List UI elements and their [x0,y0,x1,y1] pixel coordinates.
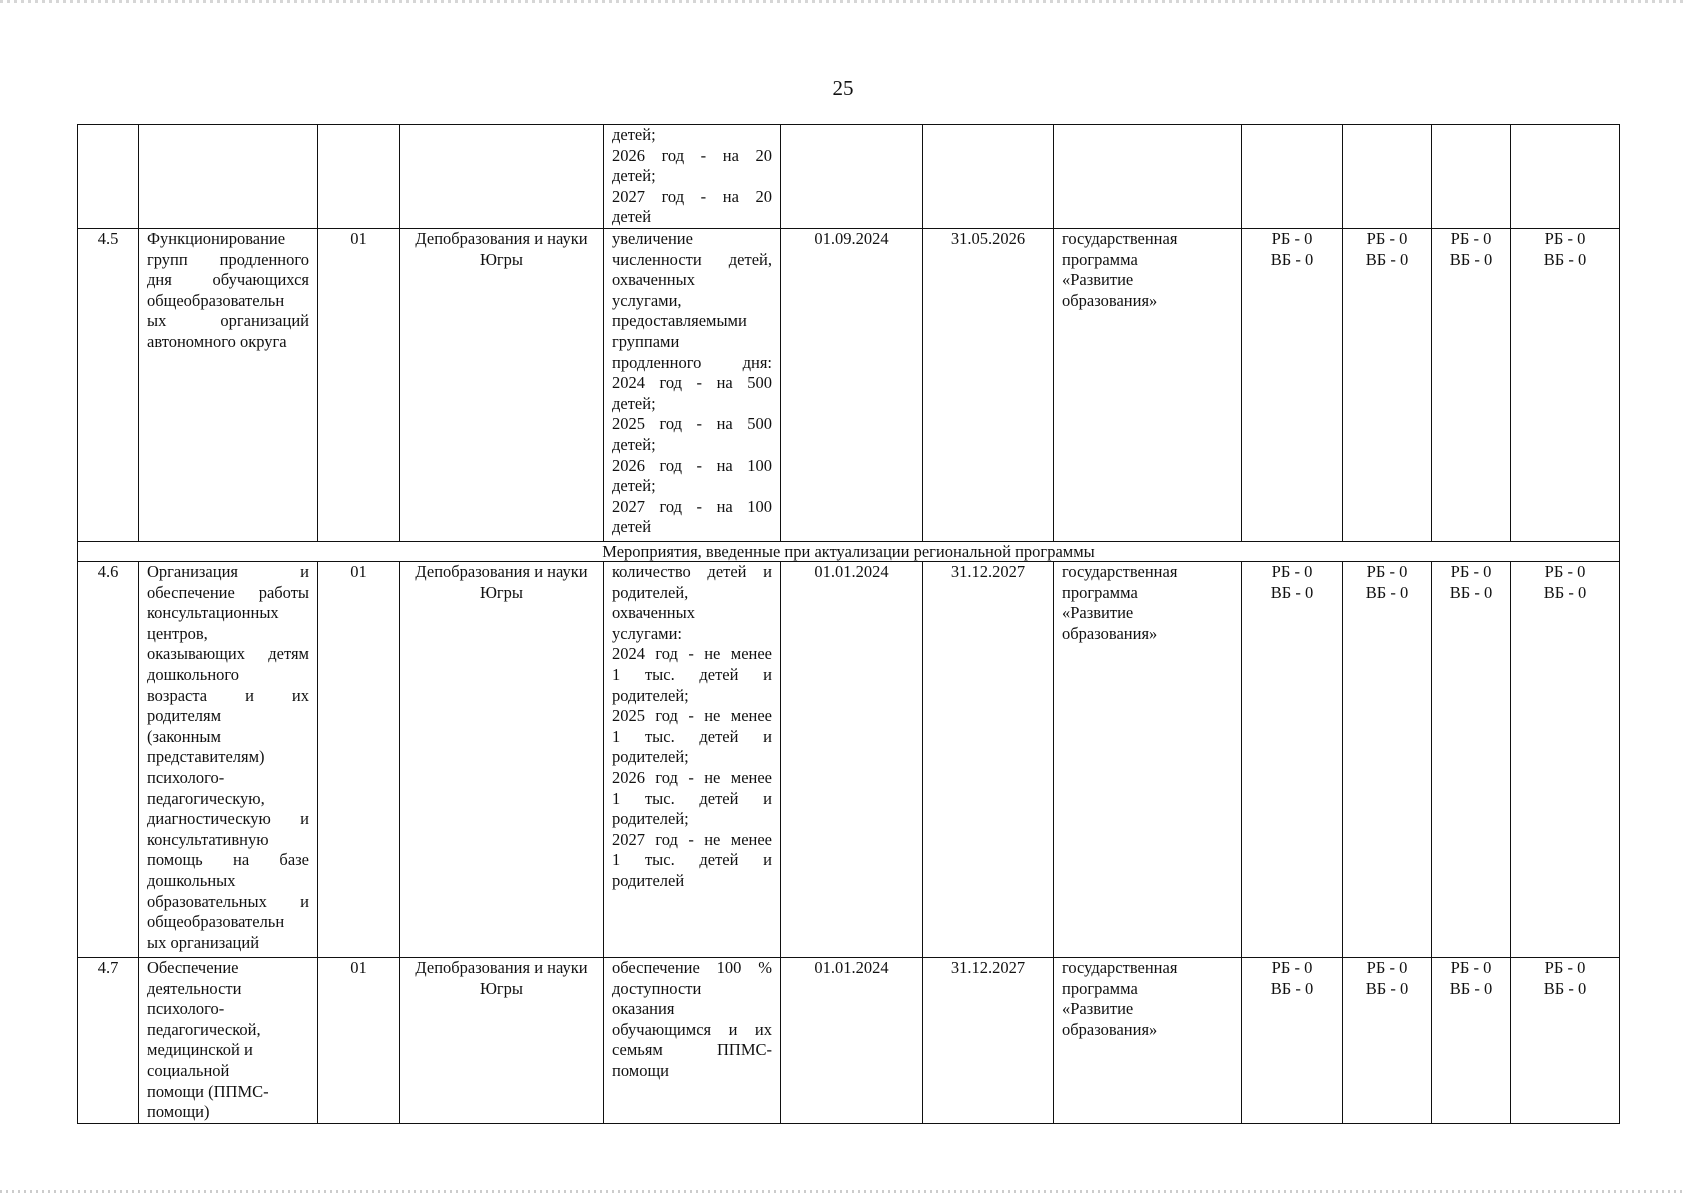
cell-start: 01.01.2024 [781,562,923,958]
cell-line: программа [1062,249,1138,269]
cell-line: РБ - 0 [1450,562,1492,581]
cell-line: родителей, [612,582,689,602]
cell-code: 01 [318,958,400,1124]
cell-executor: Депобразования и науки Югры [400,229,604,542]
cell-end: 31.12.2027 [923,562,1054,958]
cell-line: групп продленного [147,249,309,269]
table-row-4-6 [78,562,1620,958]
cell-num: 4.5 [78,229,139,542]
cell-num: 4.6 [78,562,139,958]
cell-line: диагностическую и [147,809,309,829]
cell-line: 1 тыс. детей и [612,850,772,870]
cell-line: помощи [612,1060,669,1080]
cell-line: РБ - 0 [1544,958,1586,977]
cell-funding-3 [1432,229,1511,542]
cell-line: родителей; [612,809,689,829]
cell-line: РБ - 0 [1366,958,1408,977]
cell-line: детей [612,207,652,227]
cell-start: 01.09.2024 [781,229,923,542]
cell-line: дня обучающихся [147,270,309,290]
cell-executor: Депобразования и науки Югры [400,958,604,1124]
cell-line: детей; [612,393,656,413]
cell-line: возраста и их [147,685,309,705]
cell-line: консультативную [147,829,269,849]
cell-end [923,125,1054,229]
cell-line: психолого- [147,767,225,787]
cell-line: семьям ППМС- [612,1040,772,1060]
cell-funding-2 [1343,562,1432,958]
cell-line: ВБ - 0 [1270,978,1314,998]
cell-line: ВБ - 0 [1270,582,1314,602]
cell-line: «Развитие [1062,270,1134,290]
measures-table [77,124,1620,1124]
cell-line: общеобразовательн [147,290,285,310]
table-row-continued [78,125,1620,229]
cell-result [604,125,781,229]
cell-line: 2025 год - не менее [612,706,772,726]
cell-line: «Развитие [1062,999,1134,1019]
cell-line: программа [1062,978,1138,998]
cell-funding-2 [1343,958,1432,1124]
cell-program [1054,562,1242,958]
cell-result [604,229,781,542]
scan-edge-bottom [0,1190,1686,1193]
cell-line: помощи) [147,1102,210,1122]
cell-line: 1 тыс. детей и [612,726,772,746]
cell-line: оказывающих детям [147,644,309,664]
cell-line: количество детей и [612,562,772,581]
cell-line: ВБ - 0 [1449,249,1493,269]
cell-line: родителей; [612,747,689,767]
cell-line: детей; [612,125,656,144]
cell-line: детей; [612,434,656,454]
cell-line: государственная [1062,229,1178,248]
table-row-4-5 [78,229,1620,542]
cell-line: представителям) [147,747,265,767]
cell-line: дошкольного [147,664,240,684]
cell-executor: Депобразования и науки Югры [400,562,604,958]
cell-line: детей [612,517,652,537]
cell-line: РБ - 0 [1271,229,1313,248]
cell-line: педагогической, [147,1019,261,1039]
cell-name [139,125,318,229]
cell-funding-1 [1242,229,1343,542]
cell-line: 2027 год - на 100 [612,496,772,516]
cell-line: оказания [612,999,675,1019]
cell-start [781,125,923,229]
cell-funding-2 [1343,125,1432,229]
cell-start: 01.01.2024 [781,958,923,1124]
cell-num [78,125,139,229]
cell-end: 31.12.2027 [923,958,1054,1124]
cell-line: психолого- [147,999,225,1019]
cell-funding-4 [1511,562,1620,958]
cell-line: медицинской и [147,1040,253,1060]
cell-line: ВБ - 0 [1543,582,1587,602]
cell-line: родителям [147,706,222,726]
cell-line: Организация и [147,562,309,581]
cell-line: родителей; [612,685,689,705]
scan-edge-top [0,0,1686,3]
cell-line: ВБ - 0 [1270,249,1314,269]
section-title: Мероприятия, введенные при актуализации региональной программы [78,542,1620,562]
cell-line: государственная [1062,562,1178,581]
cell-line: продленного дня: [612,352,772,372]
cell-funding-1 [1242,958,1343,1124]
cell-line: 1 тыс. детей и [612,664,772,684]
cell-line: педагогическую, [147,788,265,808]
cell-name [139,562,318,958]
page-number: 25 [832,76,854,100]
cell-line: образования» [1062,623,1158,643]
cell-line: услугами: [612,623,683,643]
cell-line: ВБ - 0 [1543,249,1587,269]
cell-line: образовательных и [147,891,309,911]
cell-line: деятельности [147,978,242,998]
cell-result [604,958,781,1124]
cell-line: 2026 год - не менее [612,767,772,787]
cell-line: образования» [1062,290,1158,310]
cell-line: 2024 год - не менее [612,644,772,664]
cell-line: автономного округа [147,331,287,351]
cell-line: 2027 год - на 20 [612,186,772,206]
cell-line: ВБ - 0 [1365,249,1409,269]
cell-name [139,958,318,1124]
cell-line: услугами, [612,290,682,310]
cell-line: ых организаций [147,932,260,952]
cell-line: социальной [147,1060,230,1080]
cell-program [1054,229,1242,542]
cell-line: доступности [612,978,702,998]
cell-funding-4 [1511,229,1620,542]
cell-line: РБ - 0 [1450,958,1492,977]
cell-program [1054,125,1242,229]
cell-funding-2 [1343,229,1432,542]
cell-line: РБ - 0 [1450,229,1492,248]
cell-line: группами [612,331,680,351]
cell-line: детей; [612,166,656,186]
cell-line: 1 тыс. детей и [612,788,772,808]
cell-line: «Развитие [1062,603,1134,623]
cell-line: увеличение [612,229,693,248]
cell-executor [400,125,604,229]
cell-line: общеобразовательн [147,912,285,932]
cell-line: Обеспечение [147,958,239,977]
cell-funding-4 [1511,125,1620,229]
cell-line: обеспечение 100 % [612,958,772,977]
cell-line: численности детей, [612,249,772,269]
cell-line: охваченных [612,603,695,623]
cell-line: родителей [612,870,685,890]
cell-funding-1 [1242,125,1343,229]
cell-line: ВБ - 0 [1449,582,1493,602]
cell-code: 01 [318,229,400,542]
cell-line: обучающимся и их [612,1019,772,1039]
cell-line: РБ - 0 [1544,562,1586,581]
cell-line: охваченных [612,270,695,290]
cell-result [604,562,781,958]
cell-line: 2027 год - не менее [612,829,772,849]
cell-line: РБ - 0 [1366,562,1408,581]
cell-line: консультационных [147,603,279,623]
cell-line: обеспечение работы [147,582,309,602]
cell-line: помощи (ППМС- [147,1081,269,1101]
cell-line: предоставляемыми [612,311,747,331]
cell-line: государственная [1062,958,1178,977]
cell-line: 2026 год - на 20 [612,145,772,165]
cell-line: центров, [147,623,208,643]
cell-funding-3 [1432,958,1511,1124]
cell-num: 4.7 [78,958,139,1124]
cell-name [139,229,318,542]
cell-code: 01 [318,562,400,958]
cell-line: помощь на базе [147,850,309,870]
cell-line: 2024 год - на 500 [612,373,772,393]
cell-line: дошкольных [147,870,236,890]
cell-line: РБ - 0 [1271,562,1313,581]
cell-line: ВБ - 0 [1365,978,1409,998]
cell-line: 2025 год - на 500 [612,414,772,434]
cell-line: детей; [612,476,656,496]
table-row-4-7 [78,958,1620,1124]
cell-funding-1 [1242,562,1343,958]
cell-program [1054,958,1242,1124]
cell-line: 2026 год - на 100 [612,455,772,475]
cell-end: 31.05.2026 [923,229,1054,542]
cell-line: ВБ - 0 [1449,978,1493,998]
cell-funding-3 [1432,562,1511,958]
cell-line: РБ - 0 [1544,229,1586,248]
cell-line: РБ - 0 [1366,229,1408,248]
cell-code [318,125,400,229]
cell-line: ых организаций [147,311,309,331]
cell-funding-4 [1511,958,1620,1124]
section-header-row [78,542,1620,562]
cell-funding-3 [1432,125,1511,229]
cell-line: ВБ - 0 [1543,978,1587,998]
cell-line: образования» [1062,1019,1158,1039]
cell-line: (законным [147,726,221,746]
cell-line: Функционирование [147,229,286,248]
cell-line: программа [1062,582,1138,602]
cell-line: РБ - 0 [1271,958,1313,977]
cell-line: ВБ - 0 [1365,582,1409,602]
